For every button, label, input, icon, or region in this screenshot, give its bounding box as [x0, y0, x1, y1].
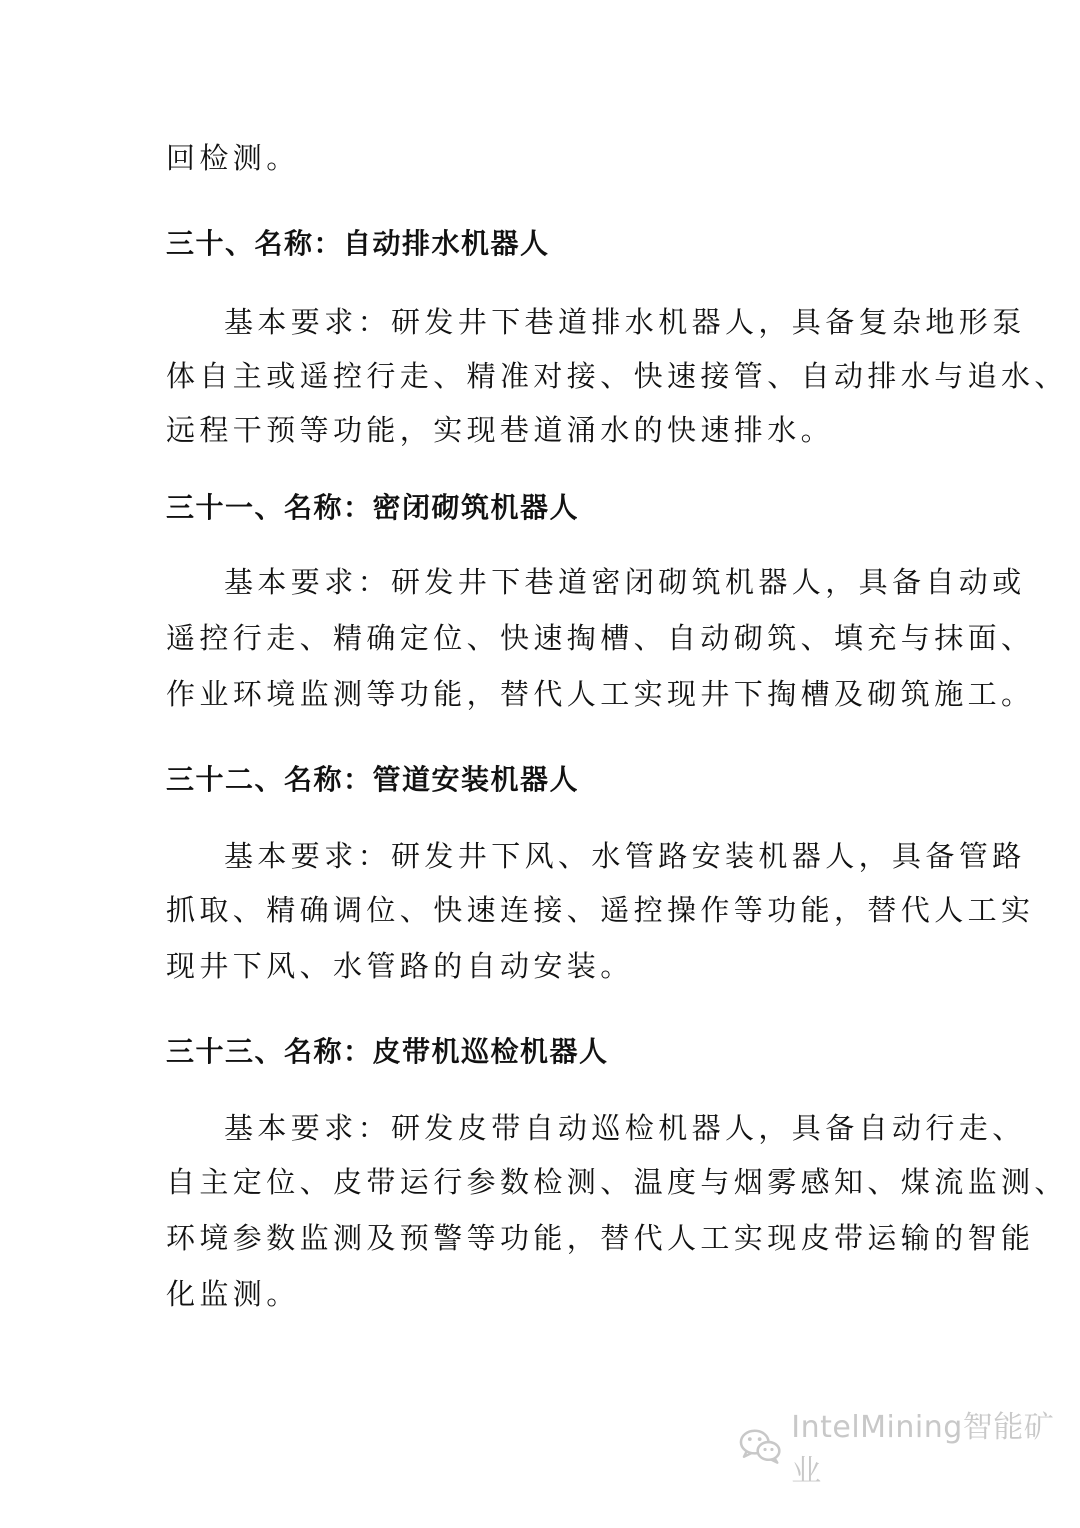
- paragraph-line: 基本要求：研发井下风、水管路安装机器人，具备管路: [224, 839, 1026, 873]
- paragraph-line: 环境参数监测及预警等功能，替代人工实现皮带运输的智能: [166, 1221, 1035, 1255]
- paragraph-line: 基本要求：研发井下巷道排水机器人，具备复杂地形泵: [224, 305, 1026, 339]
- paragraph-line: 现井下风、水管路的自动安装。: [166, 949, 634, 983]
- paragraph-line: 回检测。: [166, 141, 300, 175]
- paragraph-line: 基本要求：研发皮带自动巡检机器人，具备自动行走、: [224, 1111, 1026, 1145]
- watermark-text: IntelMining智能矿业: [791, 1410, 1055, 1489]
- paragraph-line: 自主定位、皮带运行参数检测、温度与烟雾感知、煤流监测、: [166, 1165, 1068, 1199]
- section-heading-32: 三十二、名称：管道安装机器人: [166, 763, 580, 796]
- paragraph-line: 化监测。: [166, 1277, 300, 1311]
- paragraph-line: 作业环境监测等功能，替代人工实现井下掏槽及砌筑施工。: [166, 677, 1035, 711]
- paragraph-line: 体自主或遥控行走、精准对接、快速接管、自动排水与追水、: [166, 359, 1068, 393]
- section-heading-30: 三十、名称：自动排水机器人: [166, 227, 550, 260]
- paragraph-line: 遥控行走、精确定位、快速掏槽、自动砌筑、填充与抹面、: [166, 621, 1035, 655]
- paragraph-line: 远程干预等功能，实现巷道涌水的快速排水。: [166, 413, 835, 447]
- section-heading-31: 三十一、名称：密闭砌筑机器人: [166, 491, 580, 524]
- paragraph-line: 抓取、精确调位、快速连接、遥控操作等功能，替代人工实: [166, 893, 1035, 927]
- paragraph-line: 基本要求：研发井下巷道密闭砌筑机器人，具备自动或: [224, 565, 1026, 599]
- watermark: [738, 1410, 1080, 1489]
- section-heading-33: 三十三、名称：皮带机巡检机器人: [166, 1035, 609, 1068]
- wechat-icon: [738, 1426, 783, 1466]
